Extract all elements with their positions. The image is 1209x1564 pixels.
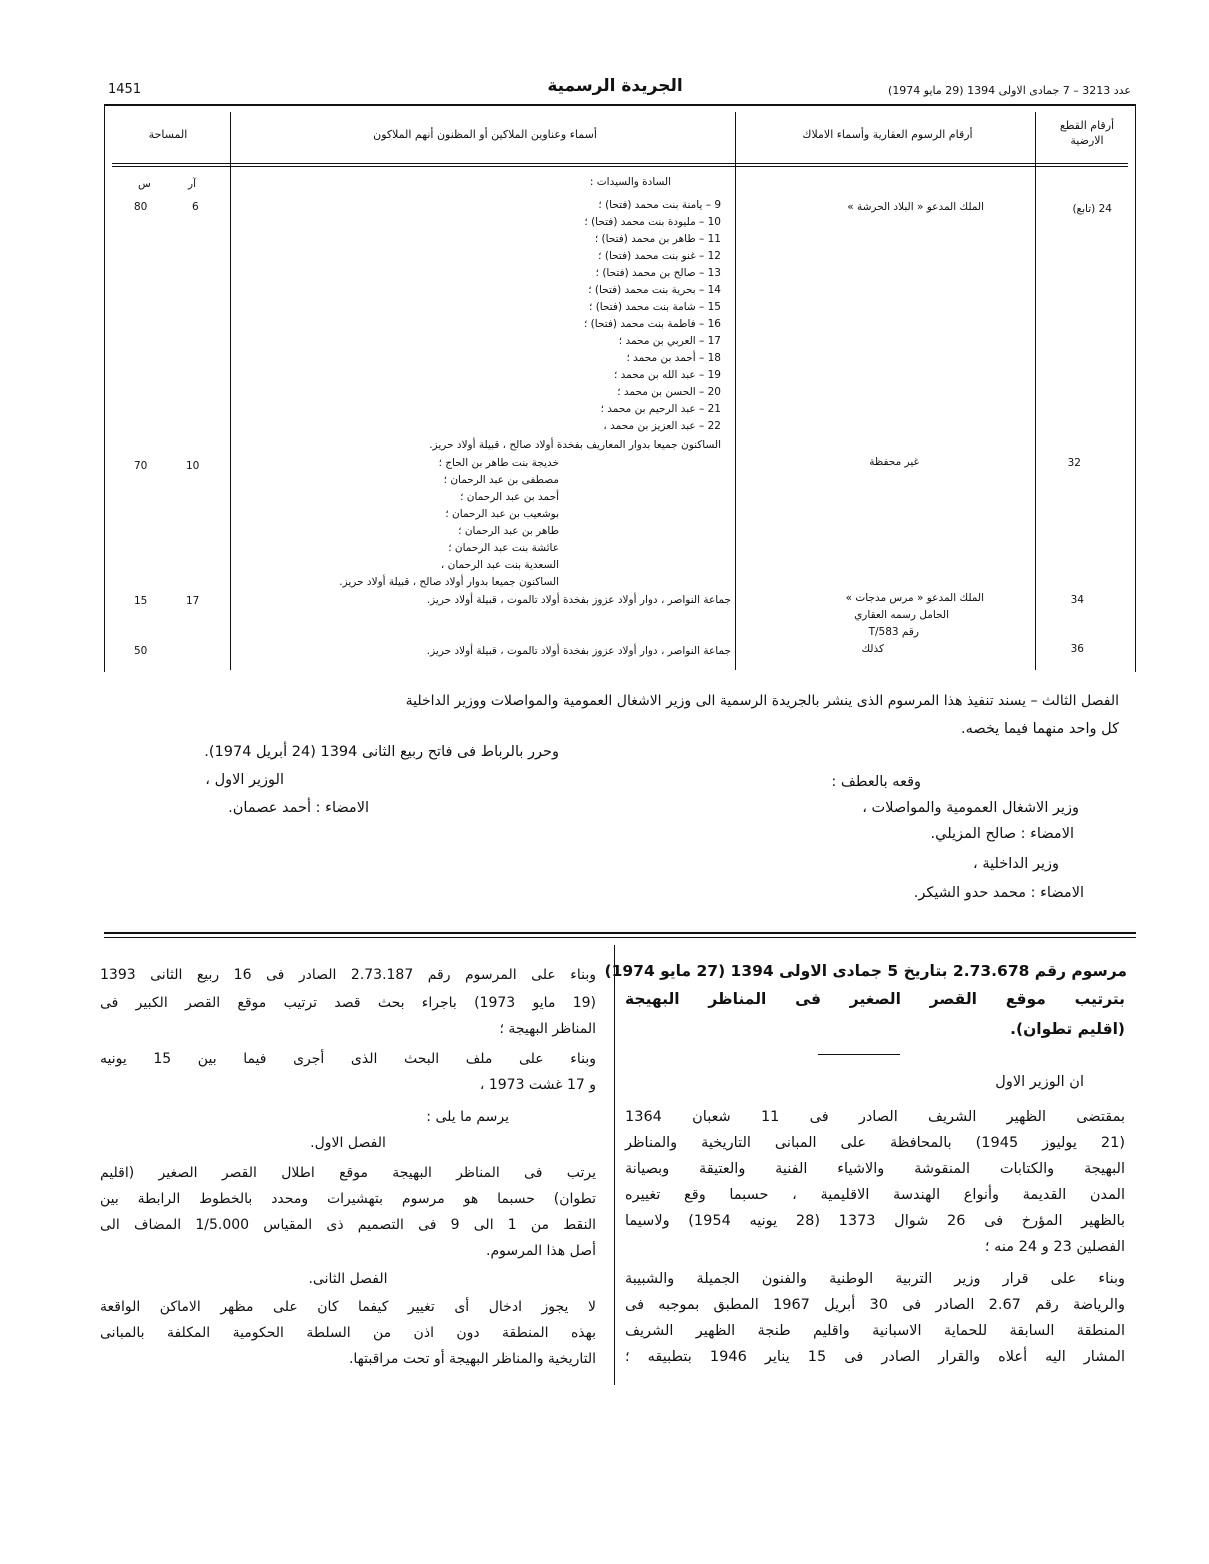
article1-line-0: يرتب فى المناظر البهيجة موقع اطلال القصر الصغير (اقليم: [100, 1165, 596, 1181]
row24-owner-1: 9 – يامنة بنت محمد (فتحا) ؛: [598, 199, 721, 211]
article1-title: الفصل الاول.: [310, 1135, 386, 1151]
row24-owner-14: 22 – عبد العزيز بن محمد ،: [603, 420, 721, 432]
row32-owner-7: الساكنون جميعا بدوار أولاد صالح ، قبيلة أولاد حريز.: [339, 576, 559, 588]
minister2-signature: الامضاء : محمد حدو الشيكر.: [913, 885, 1084, 901]
row24-owner-15: الساكنون جميعا بدوار المعاريف بفخدة أولاد صالح ، قبيلة أولاد حريز.: [429, 439, 721, 451]
col-divider-area: [230, 112, 231, 670]
row36-title: كذلك: [861, 643, 884, 655]
col-header-owners: أسماء وعناوين الملاكين أو المظنون أنهم الملاكون: [373, 128, 597, 141]
decree-pm: ان الوزير الاول: [995, 1074, 1084, 1090]
header-bottom-rule-2: [112, 166, 1128, 167]
decree-right-line-9: المشار اليه أعلاه والقرار الصادر فى 15 يناير 1946 بتطبيقه ؛: [625, 1349, 1125, 1365]
row24-owner-11: 19 – عبد الله بن محمد ؛: [613, 369, 721, 381]
row34-title-0: الملك المدعو « مرس مدجات »: [845, 592, 984, 604]
row24-owner-2: 10 – مليودة بنت محمد (فتحا) ؛: [584, 216, 721, 228]
row32-area-ar: 10: [186, 460, 200, 472]
minister1-signature: الامضاء : صالح المزيلي.: [930, 826, 1074, 842]
row32-owner-1: مصطفى بن عبد الرحمان ؛: [443, 474, 559, 486]
row32-title: غير محفظة: [869, 456, 919, 468]
row24-title: الملك المدعو « البلاد الحرشة »: [847, 201, 984, 213]
row24-plot: 24 (تابع): [1072, 203, 1112, 215]
row24-owner-4: 12 – غنو بنت محمد (فتحا) ؛: [598, 250, 721, 262]
table-left-border: [104, 104, 105, 672]
decree-title-0: مرسوم رقم 2.73.678 بتاريخ 5 جمادى الاولى 1394 (27 مايو 1974): [604, 962, 1127, 980]
row24-owner-3: 11 – طاهر بن محمد (فتحا) ؛: [594, 233, 721, 245]
row32-owner-5: عائشة بنت عبد الرحمان ؛: [448, 542, 559, 554]
section-rule-top: [104, 932, 1136, 934]
row34-owner-0: جماعة النواصر ، دوار أولاد عزوز بفخدة أولاد تالموت ، قبيلة أولاد حريز.: [426, 594, 731, 606]
decree-right-line-4: بالظهير المؤرخ فى 26 شوال 1373 (28 يونيه 1954) ولاسيما: [625, 1213, 1125, 1229]
done-at: وحرر بالرباط فى فاتح ربيع الثانى 1394 (24 أبريل 1974).: [204, 744, 559, 760]
decree-right-line-3: المدن القديمة وأنواع الهندسة الاقليمية ، حسبما وقع تغييره: [625, 1187, 1125, 1203]
area-unit-s: س: [138, 178, 151, 190]
row34-title-2: رقم T/583: [868, 626, 919, 638]
row36-area-s: 50: [134, 645, 148, 657]
decree-right-line-7: والرياضة رقم 2.67 الصادر فى 30 أبريل 1967 المطبق بموجبه فى: [625, 1297, 1125, 1313]
article3-line2: كل واحد منهما فيما يخصه.: [960, 721, 1119, 737]
decree-title-rule: [818, 1054, 900, 1055]
article2-line-2: التاريخية والمناظر البهيجة أو تحت مراقبتها.: [348, 1351, 596, 1367]
article3-line1: الفصل الثالث – يسند تنفيذ هذا المرسوم الذى ينشر بالجريدة الرسمية الى وزير الاشغال العمومية والمواصلات ووزير الداخلية: [405, 693, 1119, 709]
article2-line-1: بهذه المنطقة دون اذن من السلطة الحكومية المكلفة بالمبانى: [100, 1325, 596, 1341]
row24-owner-0: السادة والسيدات :: [589, 176, 671, 188]
col-divider-titles: [1035, 112, 1036, 670]
article1-line-3: أصل هذا المرسوم.: [486, 1243, 596, 1259]
decree-left-line-4: و 17 غشت 1973 ،: [479, 1077, 596, 1093]
minister1-title: وزير الاشغال العمومية والمواصلات ،: [862, 800, 1079, 816]
row32-owner-0: خديجة بنت طاهر بن الحاج ؛: [438, 457, 559, 469]
row34-area-ar: 17: [186, 595, 200, 607]
section-rule-bottom: [104, 937, 1136, 938]
row24-owner-8: 16 – فاطمة بنت محمد (فتحا) ؛: [583, 318, 721, 330]
decree-right-line-0: بمقتضى الظهير الشريف الصادر فى 11 شعبان 1364: [625, 1109, 1126, 1125]
decree-right-line-8: المنطقة السابقة للحماية الاسبانية واقليم طنجة الظهير الشريف: [625, 1323, 1125, 1339]
column-divider: [614, 945, 615, 1385]
row24-owner-10: 18 – أحمد بن محمد ؛: [626, 352, 721, 364]
decree-left-line-1: (19 مايو 1973) باجراء بحث قصد ترتيب موقع القصر الكبير فى: [100, 995, 596, 1011]
minister2-title: وزير الداخلية ،: [973, 856, 1059, 872]
col-header-area: المساحة: [148, 128, 188, 141]
decree-left-line-3: وبناء على ملف البحث الذى أجرى فيما بين 15 يونيه: [100, 1051, 596, 1067]
row32-owner-6: السعدية بنت عبد الرحمان ،: [440, 559, 559, 571]
row24-owner-13: 21 – عبد الرحيم بن محمد ؛: [600, 403, 721, 415]
decree-left-line-0: وبناء على المرسوم رقم 2.73.187 الصادر فى 16 ربيع الثانى 1393: [100, 967, 596, 983]
decree-left-line-2: المناظر البهيجة ؛: [499, 1021, 596, 1037]
header-rule: [104, 104, 1136, 106]
decree-right-line-2: البهيجة والكتابات المنقوشة والاشياء الفنية والعتيقة وبصيانة: [625, 1161, 1125, 1177]
row34-title-1: الحامل رسمه العقاري: [854, 609, 949, 621]
article1-line-1: تطوان) حسبما هو مرسوم بتهشيرات ومحدد بالخطوط الرابطة بين: [100, 1191, 596, 1207]
row24-owner-7: 15 – شامة بنت محمد (فتحا) ؛: [589, 301, 721, 313]
row34-plot: 34: [1070, 594, 1084, 606]
col-divider-owners: [735, 112, 736, 670]
decree-decrees: يرسم ما يلى :: [426, 1109, 509, 1125]
article2-line-0: لا يجوز ادخال أى تغيير كيفما كان على مظهر الاماكن الواقعة: [100, 1299, 596, 1315]
row24-area-s: 80: [134, 201, 148, 213]
table-right-border: [1135, 104, 1136, 672]
decree-right-line-6: وبناء على قرار وزير التربية الوطنية والفنون الجميلة والشبيبة: [625, 1271, 1125, 1287]
pm-title: الوزير الاول ،: [205, 772, 284, 788]
pm-signature: الامضاء : أحمد عصمان.: [228, 800, 369, 816]
article1-line-2: النقط من 1 الى 9 فى التصميم ذى المقياس 1/5.000 المضاف الى: [100, 1217, 596, 1233]
row32-owner-4: طاهر بن عبد الرحمان ؛: [458, 525, 559, 537]
row32-owner-3: بوشعيب بن عبد الرحمان ؛: [445, 508, 559, 520]
row24-owner-9: 17 – العربي بن محمد ؛: [618, 335, 721, 347]
row32-area-s: 70: [134, 460, 148, 472]
row32-owner-2: أحمد بن عبد الرحمان ؛: [460, 491, 559, 503]
row36-plot: 36: [1070, 643, 1084, 655]
decree-title-1: بترتيب موقع القصر الصغير فى المناظر البهيجة: [625, 990, 1125, 1008]
journal-title: الجريدة الرسمية: [547, 76, 683, 96]
article2-title: الفصل الثانى.: [308, 1271, 388, 1287]
row36-owner-0: جماعة النواصر ، دوار أولاد عزوز بفخدة أولاد تالموت ، قبيلة أولاد حريز.: [426, 645, 731, 657]
row24-owner-6: 14 – بحرية بنت محمد (فتحا) ؛: [588, 284, 721, 296]
col-header-titles: أرقام الرسوم العقارية وأسماء الاملاك: [802, 128, 973, 141]
countersigned-label: وقعه بالعطف :: [831, 774, 921, 790]
decree-right-line-1: (21 يوليوز 1945) بالمحافظة على المبانى التاريخية والمناظر: [625, 1135, 1126, 1151]
decree-right-line-5: الفصلين 23 و 24 منه ؛: [984, 1239, 1125, 1255]
col-header-plots: أرقام القطع الارضية: [1059, 119, 1115, 147]
row32-plot: 32: [1067, 457, 1081, 469]
page-number: 1451: [108, 82, 142, 97]
row24-owner-12: 20 – الحسن بن محمد ؛: [617, 386, 721, 398]
area-unit-ar: آر: [188, 178, 196, 190]
row24-area-ar: 6: [192, 201, 199, 213]
row24-owner-5: 13 – صالح بن محمد (فتحا) ؛: [595, 267, 721, 279]
row34-area-s: 15: [134, 595, 148, 607]
header-bottom-rule: [112, 163, 1128, 164]
decree-title-2: (اقليم تطوان).: [1010, 1020, 1125, 1038]
issue-info: عدد 3213 – 7 جمادى الاولى 1394 (29 مايو 1974): [888, 84, 1131, 97]
